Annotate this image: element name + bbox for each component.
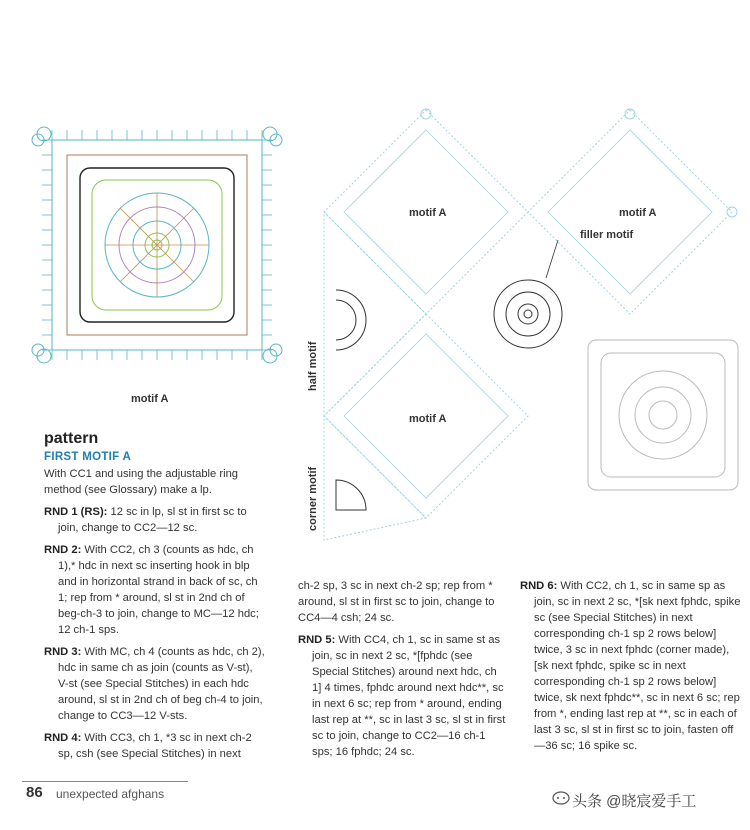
- round-2: [44, 542, 266, 638]
- round-6-text: With CC2, ch 1, sc in same sp as join, sc in next 2 sc, *[sk next fphdc, spike sc (see Special Stitches) in next corresponding ch-1 sp 2 rows below] twice, 3 sc in next fphdc (corner made), [sk next fphdc, spike sc in next corresponding ch-1 sp 2 rows below] twice, sk next fphdc**, sc in next 6 sc; rep from *, ending last rep at **, sc in each of last 3 sc, sl st in first sc to join, fasten off—36 sc; 16 spike sc.: [534, 580, 741, 752]
- round-4: [44, 730, 266, 762]
- layout-diagram: [296, 100, 750, 556]
- round-4-text: With CC3, ch 1, *3 sc in next ch-2 sp, csh (see Special Stitches) in next: [58, 732, 252, 760]
- column-2: [298, 578, 506, 760]
- chat-bubble-icon: [552, 791, 570, 807]
- footer-rule: [22, 781, 188, 782]
- page-number: 86: [26, 784, 43, 801]
- column-3: [520, 578, 742, 754]
- round-5-text: With CC4, ch 1, sc in same st as join, sc in next 2 sc, *[fphdc (see Special Stitches) around next hdc, ch 1] 4 times, fphdc around next hdc**, sc in next 6 sc; rep from * around, ending last rep at **, sc in last 3 sc, sl st in first sc to join, change to CC2—16 ch-1 sps; 16 fphdc; 24 sc.: [312, 634, 506, 758]
- watermark-text: 头条 @晓宸爱手工: [572, 793, 697, 810]
- layout-label-motif-a-bottom: motif A: [409, 413, 447, 425]
- layout-label-corner-motif: corner motif: [307, 466, 319, 531]
- round-5: [298, 632, 506, 760]
- round-5-label: RND 5:: [298, 634, 336, 646]
- round-4-label: RND 4:: [44, 732, 82, 744]
- layout-label-filler-motif: filler motif: [580, 229, 634, 241]
- layout-label-half-motif: half motif: [307, 341, 319, 391]
- round-3: [44, 644, 266, 724]
- intro-paragraph: With CC1 and using the adjustable ring method (see Glossary) make a lp.: [44, 468, 239, 496]
- round-2-text: With CC2, ch 3 (counts as hdc, ch 1),* hdc in next sc inserting hook in blp and in horizontal strand in back of sc, ch 1; rep from * around, sl st in 2nd ch of beg-ch-3 to join, change to MC—12 hdc; 12 ch-1 sps.: [58, 544, 259, 636]
- round-6: [520, 578, 742, 754]
- column-1: [44, 466, 266, 768]
- round-1: [44, 504, 266, 536]
- round-3-text: With MC, ch 4 (counts as hdc, ch 2), hdc in same ch as join (counts as V-st), V-st (see Special Stitches) in each hdc around, sl st in 2nd ch of beg ch-4 to join, change to CC3—12 V-sts.: [58, 646, 265, 722]
- round-3-label: RND 3:: [44, 646, 82, 658]
- motif-a-diagram: [22, 118, 292, 380]
- running-title: unexpected afghans: [56, 787, 165, 801]
- pattern-heading: pattern: [44, 430, 99, 447]
- round-2-label: RND 2:: [44, 544, 82, 556]
- round-4-continuation: ch-2 sp, 3 sc in next ch-2 sp; rep from * around, sl st in first sc to join, change to CC4—4 csh; 24 sc.: [298, 580, 495, 624]
- layout-label-motif-a-top-right: motif A: [619, 207, 657, 219]
- motif-a-caption: motif A: [131, 393, 169, 405]
- round-1-text: 12 sc in lp, sl st in first sc to join, change to CC2—12 sc.: [58, 506, 247, 534]
- round-1-label: RND 1 (RS):: [44, 506, 108, 518]
- layout-label-motif-a-top-left: motif A: [409, 207, 447, 219]
- first-motif-a-subheading: FIRST MOTIF A: [44, 451, 132, 463]
- round-6-label: RND 6:: [520, 580, 558, 592]
